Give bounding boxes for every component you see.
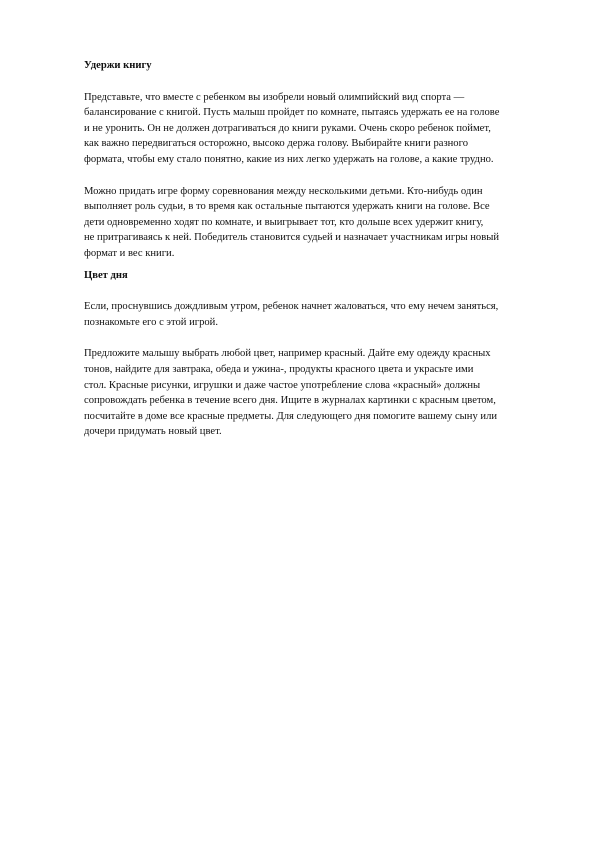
text-line: дети одновременно ходят по комнате, и выигрывает тот, кто дольше всех удержит книгу, xyxy=(84,216,484,228)
text-line: тонов, найдите для завтрака, обеда и ужина-, продукты красного цвета и украсьте ими xyxy=(84,363,474,375)
text-line: выполняет роль судьи, в то время как остальные пытаются удержать книги на голове. Все xyxy=(84,201,490,213)
text-line: дочери придумать новый цвет. xyxy=(84,426,222,438)
paragraph-2 xyxy=(84,184,554,262)
text-line: познакомьте его с этой игрой. xyxy=(84,316,218,328)
text-line: Предложите малышу выбрать любой цвет, например красный. Дайте ему одежду красных xyxy=(84,348,491,360)
paragraph-3 xyxy=(84,299,554,330)
text-line: формата, чтобы ему стало понятно, какие из них легко удержать на голове, а какие трудно. xyxy=(84,153,494,165)
paragraph-4 xyxy=(84,346,554,440)
text-line: балансирование с книгой. Пусть малыш пройдет по комнате, пытаясь удержать ее на голове xyxy=(84,107,500,119)
section-title-hold-book: Удержи книгу xyxy=(84,60,152,71)
document-body xyxy=(84,58,554,440)
text-line: и не уронить. Он не должен дотрагиваться до книги руками. Очень скоро ребенок поймет, xyxy=(84,122,491,134)
text-line: формат и вес книги. xyxy=(84,247,175,259)
paragraph-1 xyxy=(84,90,554,168)
text-line: стол. Красные рисунки, игрушки и даже частое употребление слова «красный» должны xyxy=(84,379,481,391)
text-line: как важно передвигаться осторожно, высоко держа голову. Выбирайте книги разного xyxy=(84,138,468,150)
text-line: Представьте, что вместе с ребенком вы изобрели новый олимпийский вид спорта — xyxy=(84,91,465,103)
text-line: Если, проснувшись дождливым утром, ребенок начнет жаловаться, что ему нечем заняться, xyxy=(84,301,499,313)
text-line: Можно придать игре форму соревнования между несколькими детьми. Кто-нибудь один xyxy=(84,185,483,197)
text-line: посчитайте в доме все красные предметы. Для следующего дня помогите вашему сыну или xyxy=(84,410,498,422)
text-line: сопровождать ребенка в течение всего дня. Ищите в журналах картинки с красным цветом, xyxy=(84,395,496,407)
section-title-color-of-day: Цвет дня xyxy=(84,269,128,281)
text-line: не притрагиваясь к ней. Победитель становится судьей и назначает участникам игры новый xyxy=(84,232,500,244)
